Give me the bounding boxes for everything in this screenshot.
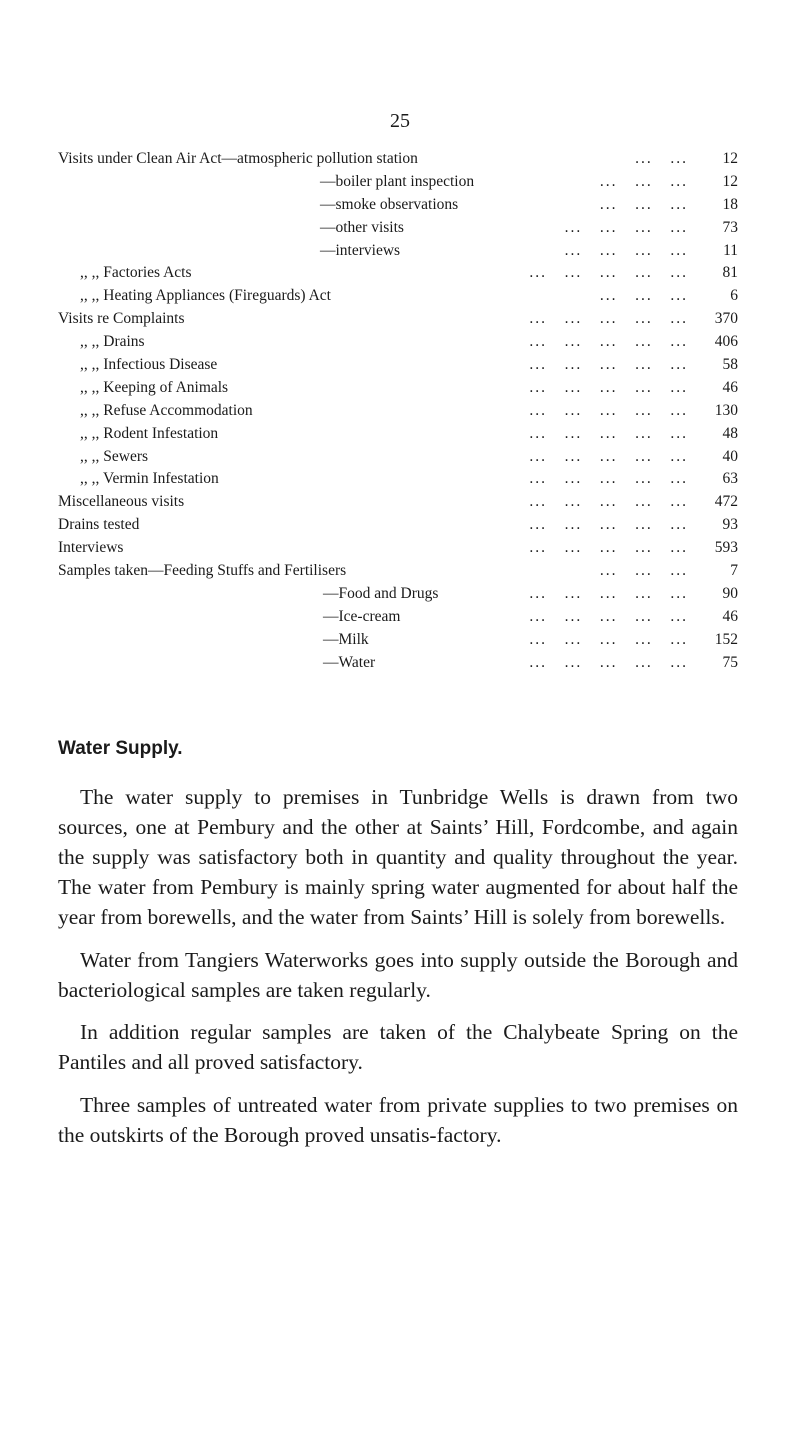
row-value: 63 <box>722 470 738 488</box>
row-label: ,, ,, Drains <box>80 333 145 351</box>
row-value: 93 <box>722 516 738 534</box>
row-value: 12 <box>722 150 738 167</box>
table-row <box>58 354 738 377</box>
dot-leader: ... ... ... ... ... <box>529 447 688 465</box>
row-label: Samples taken—Feeding Stuffs and Fertilisers <box>58 562 347 580</box>
row-value: 46 <box>722 378 738 396</box>
table-row <box>58 446 738 469</box>
dot-leader: ... ... ... ... ... <box>529 584 688 602</box>
dot-leader: ... ... ... ... ... <box>529 401 688 419</box>
dot-leader: ... ... ... <box>599 287 688 305</box>
dot-leader: ... ... ... ... ... <box>529 333 688 351</box>
row-label: —Ice-cream <box>323 607 401 625</box>
row-value: 152 <box>714 630 738 648</box>
row-label: ,, ,, Vermin Infestation <box>80 470 219 488</box>
table-row <box>58 285 738 308</box>
dot-leader: ... ... ... ... ... <box>529 607 688 625</box>
paragraph: Three samples of untreated water from private supplies to two premises on the outskirts of the Borough proved unsatis-factory. <box>58 1092 738 1147</box>
row-value: 472 <box>714 493 738 511</box>
dot-leader: ... ... ... ... <box>564 218 688 236</box>
page-number: 25 <box>390 110 410 132</box>
row-value: 81 <box>722 264 738 282</box>
row-label: —other visits <box>320 218 404 236</box>
row-value: 48 <box>722 424 738 442</box>
dot-leader: ... ... ... <box>599 195 688 213</box>
dot-leader: ... ... ... <box>599 562 688 580</box>
row-label: Visits under Clean Air Act—atmospheric pollution station <box>58 150 418 167</box>
row-label: —smoke observations <box>320 195 459 213</box>
table-row <box>58 606 738 629</box>
row-value: 90 <box>722 584 738 602</box>
row-value: 58 <box>722 356 738 374</box>
dot-leader: ... ... ... ... ... <box>529 539 688 557</box>
row-value: 12 <box>722 172 738 190</box>
table-row <box>58 560 738 583</box>
table-row <box>58 491 738 514</box>
dot-leader: ... ... <box>635 150 688 167</box>
row-label: ,, ,, Factories Acts <box>80 264 192 282</box>
row-label: Drains tested <box>58 516 140 534</box>
table-row <box>58 629 738 652</box>
table-row <box>58 262 738 285</box>
section-heading: Water Supply. <box>58 738 183 759</box>
row-label: Miscellaneous visits <box>58 493 185 511</box>
row-label: Visits re Complaints <box>58 310 185 328</box>
row-label: ,, ,, Refuse Accommodation <box>80 401 253 419</box>
table-row <box>58 423 738 446</box>
row-label: ,, ,, Infectious Disease <box>80 356 218 374</box>
dot-leader: ... ... ... ... <box>564 241 688 259</box>
row-value: 73 <box>722 218 738 236</box>
dot-leader: ... ... ... ... ... <box>529 310 688 328</box>
row-value: 46 <box>722 607 738 625</box>
row-value: 593 <box>714 539 738 557</box>
dot-leader: ... ... ... ... ... <box>529 264 688 282</box>
row-label: —Water <box>323 653 376 671</box>
table-row <box>58 171 738 194</box>
table-row <box>58 468 738 491</box>
dot-leader: ... ... ... ... ... <box>529 630 688 648</box>
row-label: Interviews <box>58 539 124 557</box>
table-row <box>58 377 738 400</box>
row-label: —interviews <box>320 241 401 259</box>
dot-leader: ... ... ... ... ... <box>529 516 688 534</box>
row-value: 18 <box>722 195 738 213</box>
dot-leader: ... ... ... <box>599 172 688 190</box>
row-label: —Food and Drugs <box>323 584 439 602</box>
row-label: ,, ,, Keeping of Animals <box>80 378 229 396</box>
dot-leader: ... ... ... ... ... <box>529 493 688 511</box>
visits-table <box>58 148 738 674</box>
row-value: 11 <box>723 241 738 259</box>
table-row <box>58 652 738 675</box>
row-label: ,, ,, Sewers <box>80 447 149 465</box>
dot-leader: ... ... ... ... ... <box>529 378 688 396</box>
row-label: ,, ,, Rodent Infestation <box>80 424 219 442</box>
row-value: 130 <box>714 401 738 419</box>
row-label: ,, ,, Heating Appliances (Fireguards) Act <box>80 287 331 305</box>
row-value: 75 <box>722 653 738 671</box>
table-row <box>58 240 738 263</box>
table-row <box>58 400 738 423</box>
dot-leader: ... ... ... ... ... <box>529 653 688 671</box>
table-row <box>58 514 738 537</box>
dot-leader: ... ... ... ... ... <box>529 470 688 488</box>
table-row <box>58 537 738 560</box>
table-row <box>58 217 738 240</box>
dot-leader: ... ... ... ... ... <box>529 424 688 442</box>
row-label: —boiler plant inspection <box>320 172 475 190</box>
table-row <box>58 583 738 606</box>
paragraph: Water from Tangiers Waterworks goes into supply outside the Borough and bacteriological samples are taken regularly. <box>58 947 738 1002</box>
water-supply-text <box>58 782 738 1162</box>
row-label: —Milk <box>323 630 369 648</box>
dot-leader: ... ... ... ... ... <box>529 356 688 374</box>
table-row <box>58 148 738 171</box>
row-value: 370 <box>714 310 738 328</box>
row-value: 406 <box>714 333 738 351</box>
paragraph: In addition regular samples are taken of the Chalybeate Spring on the Pantiles and all proved satisfactory. <box>58 1020 738 1074</box>
table-row <box>58 308 738 331</box>
table-row <box>58 194 738 217</box>
row-value: 40 <box>722 447 738 465</box>
row-value: 6 <box>730 287 738 305</box>
paragraph: The water supply to premises in Tunbridge Wells is drawn from two sources, one at Pembury and the other at Saints’ Hill, Fordcombe, and again the supply was satisfactory both in quantity and quality throughout the year. The water from Pembury is mainly spring water augmented for about half the year from borewells, and the water from Saints’ Hill is solely from borewells. <box>58 785 738 929</box>
row-value: 7 <box>730 562 738 580</box>
table-row <box>58 331 738 354</box>
